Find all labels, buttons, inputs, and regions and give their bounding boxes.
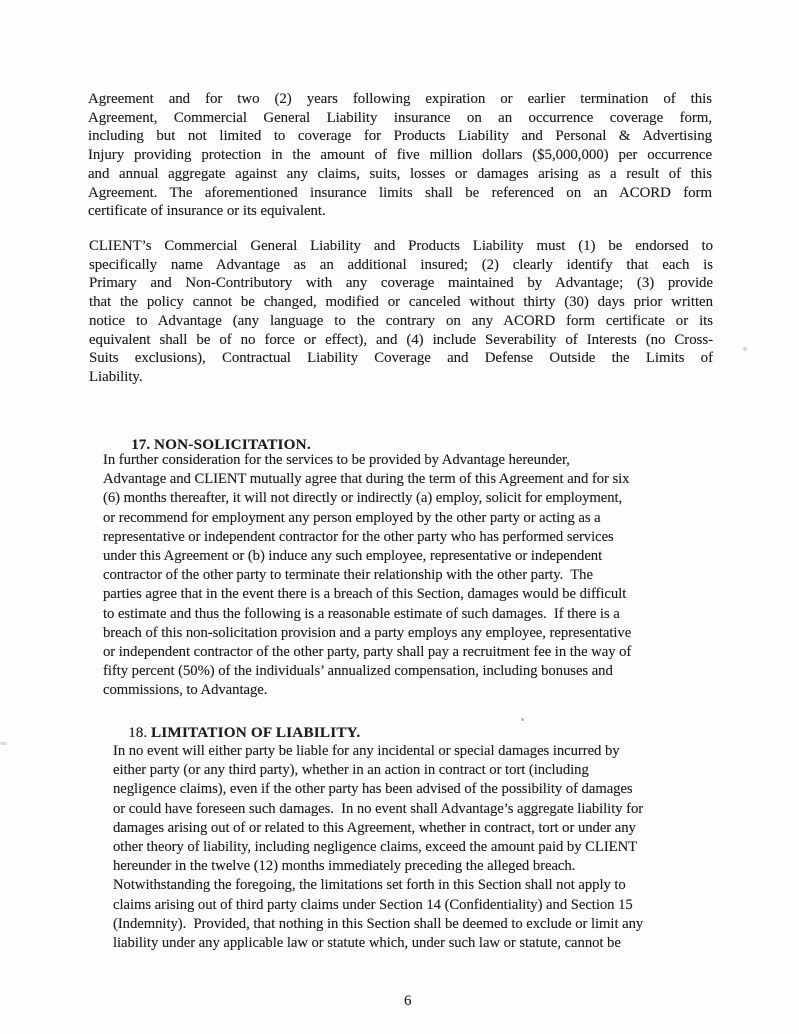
paragraph-non-solicitation [103,451,631,701]
text-line: specifically name Advantage as an additional insured; (2) clearly identify that each is [89,256,713,273]
text-line: either party (or any third party), whether in an action in contract or tort (including [113,762,589,779]
text-line: damages arising out of or related to this Agreement, whether in contract, tort or under any [113,819,636,836]
text-line: other theory of liability, including negligence claims, exceed the amount paid by CLIENT [113,839,638,856]
text-line: contractor of the other party to terminate their relationship with the other party. The [103,567,593,584]
section-title: NON-SOLICITATION. [153,436,311,453]
paragraph-insurance-coverage [88,90,712,221]
scan-artifact-speck [521,718,524,721]
text-line: Primary and Non-Contributory with any coverage maintained by Advantage; (3) provide [89,275,713,292]
text-line: Injury providing protection in the amount of five million dollars ($5,000,000) per occurrence [88,147,712,164]
text-line: In further consideration for the services to be provided by Advantage hereunder, [103,452,570,468]
section-title: LIMITATION OF LIABILITY. [150,724,361,741]
text-line: Agreement and for two (2) years following expiration or earlier termination of this [88,91,712,107]
text-line: claims arising out of third party claims under Section 14 (Confidentiality) and Section 15 [113,896,633,913]
text-line: hereunder in the twelve (12) months immediately preceding the alleged breach. [113,858,576,875]
text-line: including but not limited to coverage for Products Liability and Personal & Advertising [88,128,712,145]
text-line: liability under any applicable law or statute which, under such law or statute, cannot be [113,935,621,952]
text-line: equivalent shall be of no force or effect), and (4) include Severability of Interests (no Cross- [89,331,713,348]
text-line: fifty percent (50%) of the individuals’ annualized compensation, including bonuses and [103,663,613,680]
text-line: parties agree that in the event there is a breach of this Section, damages would be difficult [103,586,627,603]
section-number: 17. [131,436,154,453]
paragraph-limitation-of-liability [113,742,643,953]
text-line: (Indemnity). Provided, that nothing in this Section shall be deemed to exclude or limit any [113,915,644,932]
text-line: Liability. [89,368,143,385]
page-number: 6 [404,993,412,1009]
text-line: Advantage and CLIENT mutually agree that during the term of this Agreement and for six [103,471,630,488]
text-line: or recommend for employment any person employed by the other party or acting as a [103,509,601,526]
text-line: certificate of insurance or its equivalent. [88,203,326,220]
text-line: that the policy cannot be changed, modified or canceled without thirty (30) days prior written [89,294,713,311]
text-line: or could have foreseen such damages. In no event shall Advantage’s aggregate liability for [113,800,644,817]
text-line: Agreement, Commercial General Liability insurance on an occurrence coverage form, [88,109,712,126]
text-line: (6) months thereafter, it will not directly or indirectly (a) employ, solicit for employment, [103,490,623,507]
scan-artifact-speck [743,347,747,351]
scan-artifact-speck [0,742,7,745]
text-line: to estimate and thus the following is a reasonable estimate of such damages. If there is a [103,605,620,622]
text-line: breach of this non-solicitation provision and a party employs any employee, representative [103,624,632,641]
text-line: In no event will either party be liable for any incidental or special damages incurred by [113,743,620,759]
text-line: and annual aggregate against any claims, suits, losses or damages arising as a result of this [88,165,712,182]
text-line: CLIENT’s Commercial General Liability and Products Liability must (1) be endorsed to [89,238,713,254]
section-number: 18. [128,724,151,741]
text-line: Agreement. The aforementioned insurance limits shall be referenced on an ACORD form [88,184,712,201]
text-line: Notwithstanding the foregoing, the limitations set forth in this Section shall not apply to [113,877,626,894]
text-line: negligence claims), even if the other party has been advised of the possibility of damages [113,781,633,798]
text-line: commissions, to Advantage. [103,682,268,699]
paragraph-liability-endorsement [89,237,713,387]
text-line: under this Agreement or (b) induce any such employee, representative or independent [103,548,603,565]
text-line: Suits exclusions), Contractual Liability Coverage and Defense Outside the Limits of [89,350,713,367]
text-line: notice to Advantage (any language to the contrary on any ACORD form certificate or its [89,312,713,329]
text-line: or independent contractor of the other party, party shall pay a recruitment fee in the way of [103,644,632,661]
text-line: representative or independent contractor for the other party who has performed services [103,528,614,545]
